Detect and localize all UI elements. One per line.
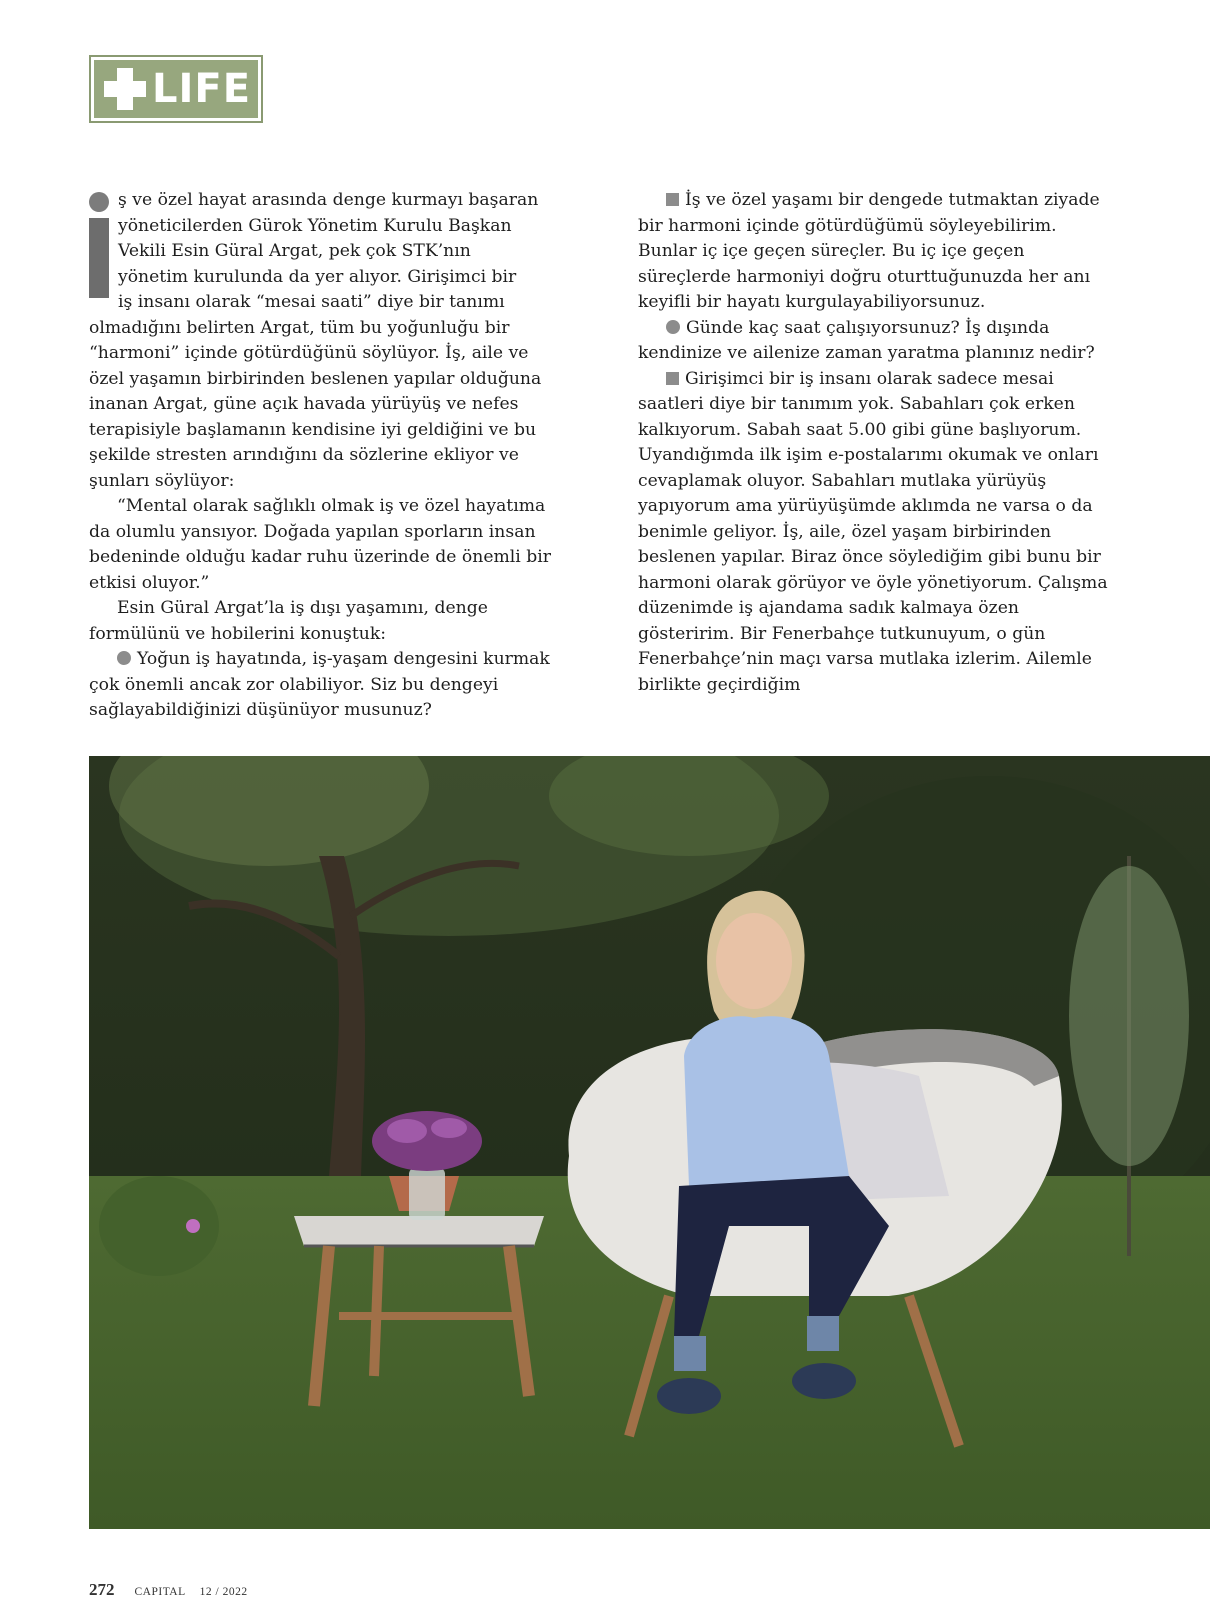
- question-paragraph: [638, 316, 1108, 367]
- page-footer: [89, 1580, 248, 1600]
- section-badge: [89, 55, 263, 123]
- plus-icon: [100, 64, 150, 114]
- answer-bullet-icon: [666, 372, 679, 385]
- intro-line: ş ve özel hayat arasında denge kurmayı başaran: [118, 190, 539, 210]
- magazine-name: CAPITAL: [134, 1586, 186, 1598]
- lead-in: Esin Güral Argat’la iş dışı yaşamını, denge formülünü ve hobilerini konuştuk:: [89, 598, 488, 644]
- section-label: LIFE: [152, 66, 252, 112]
- portrait-photo: [89, 756, 1210, 1529]
- section-badge-fill: [94, 60, 258, 118]
- question-text: Yoğun iş hayatında, iş-yaşam dengesini kurmak çok önemli ancak zor olabiliyor. Siz bu dengeyi sağlayabildiğinizi düşünüyor musunuz?: [89, 649, 550, 720]
- answer-paragraph: [638, 188, 1108, 316]
- article-column-left: [89, 188, 559, 724]
- garden-portrait-illustration: [89, 756, 1210, 1529]
- answer-text: İş ve özel yaşamı bir dengede tutmaktan ziyade bir harmoni içinde götürdüğümü söyleyebilirim. Bunlar iç içe geçen süreçler. Bu iç içe geçen süreçlerde harmoniyi doğru oturttuğunuzda her anı keyifli bir hayatı kurgulayabiliyorsunuz.: [638, 190, 1100, 312]
- question-text: Günde kaç saat çalışıyorsunuz? İş dışında kendinize ve ailenize zaman yaratma planınız nedir?: [638, 317, 1095, 363]
- page-number: 272: [89, 1580, 115, 1599]
- answer-bullet-icon: [666, 193, 679, 206]
- pull-quote: “Mental olarak sağlıklı olmak iş ve özel hayatıma da olumlu yansıyor. Doğada yapılan sporların insan bedeninde olduğu kadar ruhu üzerinde de önemli bir etkisi oluyor.”: [89, 496, 551, 593]
- intro-continuation: olmadığını belirten Argat, tüm bu yoğunluğu bir “harmoni” içinde götürdüğünü söylüyor. İş, aile ve özel yaşamın birbirinden beslenen yapılar olduğuna inanan Argat, güne açık havada yürüyüş ve nefes terapisiyle başlamanın kendisine iyi geldiğini ve bu şekilde stresten arındığını da sözlerine ekliyor ve şunları söylüyor:: [89, 317, 542, 491]
- intro-line: yöneticilerden Gürok Yönetim Kurulu Başkan: [118, 215, 512, 236]
- article-column-right: [638, 188, 1108, 698]
- dropcap-dot: [89, 192, 109, 212]
- intro-line: Vekili Esin Güral Argat, pek çok STK’nın: [118, 241, 471, 261]
- intro-line: iş insanı olarak “mesai saati” diye bir tanımı: [118, 292, 505, 312]
- intro-paragraph: [89, 188, 559, 316]
- answer-paragraph: [638, 367, 1108, 699]
- question-bullet-icon: [666, 320, 680, 334]
- intro-line: yönetim kurulunda da yer alıyor. Girişimci bir: [118, 266, 517, 287]
- question-paragraph: [89, 647, 559, 724]
- issue-date: 12 / 2022: [199, 1586, 248, 1598]
- question-bullet-icon: [117, 651, 131, 665]
- answer-text: Girişimci bir iş insanı olarak sadece mesai saatleri diye bir tanımım yok. Sabahları çok erken kalkıyorum. Sabah saat 5.00 gibi güne başlıyorum. Uyandığımda ilk işim e-postalarımı okumak ve onları cevaplamak oluyor. Sabahları mutlaka yürüyüş yapıyorum ama yürüyüşümde aklımda ne varsa o da benimle geliyor. İş, aile, özel yaşam birbirinden beslenen yapılar. Biraz önce söylediğim gibi bunu bir harmoni olarak görüyor ve öyle yönetiyorum. Çalışma düzenimde iş ajandama sadık kalmaya özen gösteririm. Bir Fenerbahçe tutkunuyum, o gün Fenerbahçe’nin maçı varsa mutlaka izlerim. Ailemle birlikte geçirdiğim: [638, 368, 1108, 695]
- dropcap-letter: [89, 218, 109, 298]
